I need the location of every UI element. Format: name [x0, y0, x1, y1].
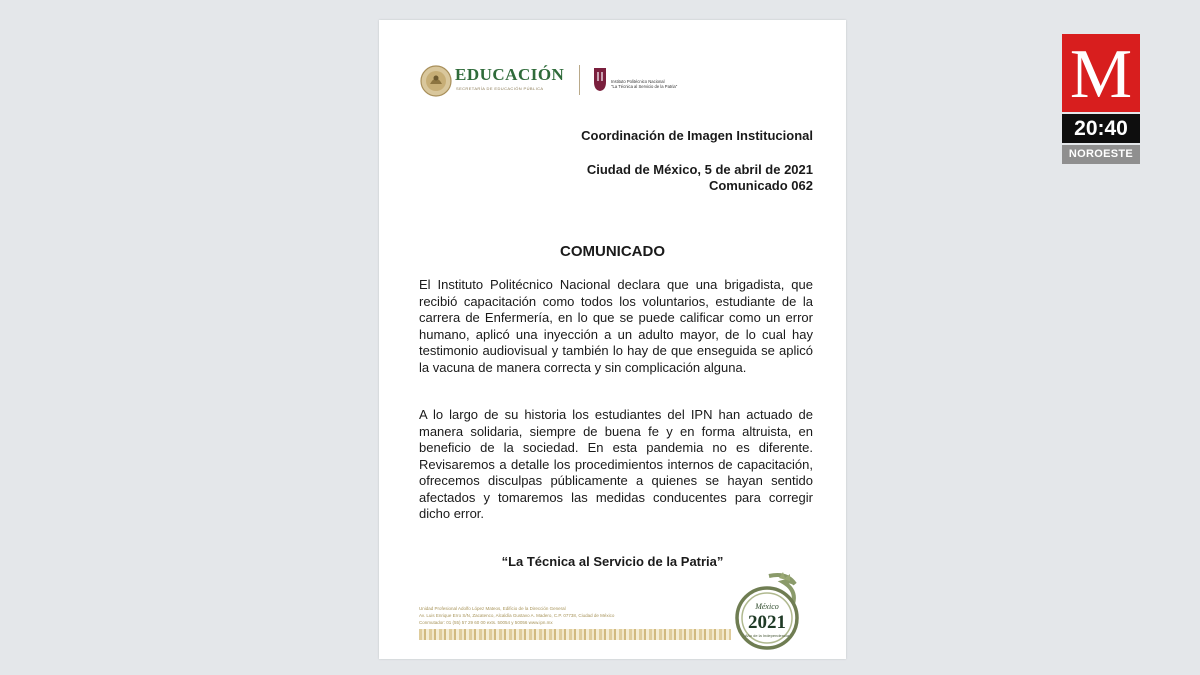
- channel-logo-m: [1062, 34, 1140, 112]
- national-seal-icon: [420, 65, 452, 97]
- header-divider: [579, 65, 580, 95]
- footer-decorative-band: [419, 629, 731, 640]
- document-heading: COMUNICADO: [560, 243, 665, 260]
- year-emblem-icon: [731, 570, 809, 654]
- ministry-subtitle: SECRETARÍA DE EDUCACIÓN PÚBLICA: [456, 86, 544, 91]
- channel-logo-letter: M: [1069, 36, 1133, 113]
- broadcast-clock: 20:40: [1062, 114, 1140, 143]
- paragraph-2: A lo largo de su historia los estudiantes del IPN han actuado de manera solidaria, siempre de buena fe y en forma altruista, en beneficio de la sociedad. En esta pandemia no es diferente. Revisaremos a detalle los procedimientos internos de capacitación, ofrecemos disculpas públicamente a quienes se hayan sentido afectados y tomaremos las medidas conducentes para corregir dicho error.: [419, 407, 813, 521]
- paragraph-1: El Instituto Politécnico Nacional declara que una brigadista, que recibió capacitación como todos los voluntarios, estudiante de la carrera de Enfermería, en lo que se puede calificar como un error humano, aplicó una inyección a un adulto mayor, de lo cual hay testimonio audiovisual y también lo hay de que enseguida se aplicó la vacuna de manera correcta y sin complicación alguna.: [419, 277, 813, 375]
- emblem-year: 2021: [748, 612, 786, 633]
- ministry-title: EDUCACIÓN: [455, 65, 565, 84]
- emblem-top-text: México: [755, 602, 779, 611]
- footer-line-1: Unidad Profesional Adolfo López Mateos, Edificio de la Dirección General: [419, 606, 566, 611]
- emblem-bottom-text: Año de la Independencia: [744, 633, 790, 638]
- footer-address: [419, 605, 614, 626]
- footer-line-2: Av. Luis Enrique Erro S/N, Zacatenco, Alcaldía Gustavo A. Madero, C.P. 07738, Ciudad de México: [419, 613, 615, 618]
- institute-name-line1: Instituto Politécnico Nacional: [611, 79, 665, 84]
- footer-line-3: Conmutador: 01 (55) 57 29 60 00 exts. 50054 y 50056 www.ipn.mx: [419, 620, 553, 625]
- ipn-logo-icon: [592, 66, 608, 92]
- place-date: Ciudad de México, 5 de abril de 2021: [586, 162, 813, 177]
- institute-name: [611, 79, 677, 89]
- institute-name-line2: "La Técnica al Servicio de la Patria": [611, 84, 678, 89]
- institute-motto: “La Técnica al Servicio de la Patria”: [501, 554, 724, 569]
- channel-logo: [1062, 34, 1140, 164]
- release-number: Comunicado 062: [708, 178, 813, 193]
- office-name: Coordinación de Imagen Institucional: [581, 128, 813, 143]
- broadcast-region: NOROESTE: [1062, 145, 1140, 164]
- press-release-document: [379, 20, 846, 659]
